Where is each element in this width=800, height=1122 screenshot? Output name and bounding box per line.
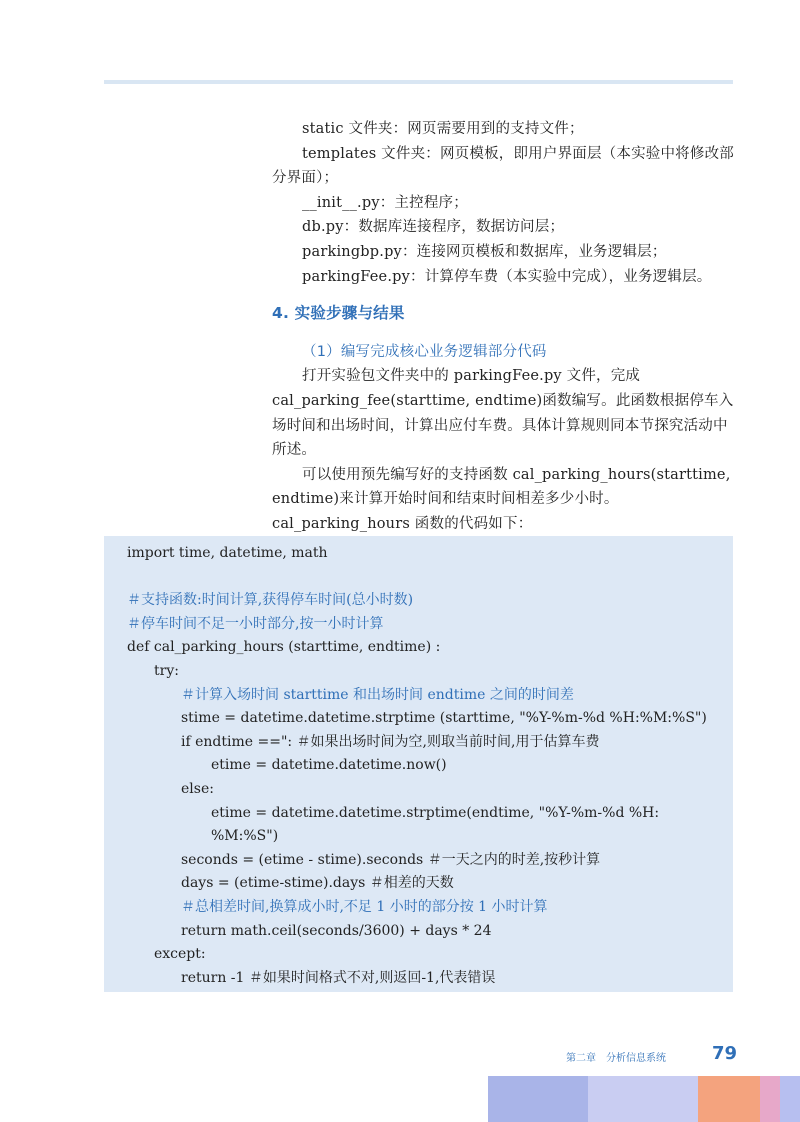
- code-line: days = (etime-stime).days ＃相差的天数: [181, 875, 454, 892]
- code-block: [104, 536, 733, 992]
- intro-line: parkingFee.py：计算停车费（本实验中完成），业务逻辑层。: [302, 268, 712, 285]
- code-line: return -1 ＃如果时间格式不对,则返回-1,代表错误: [181, 969, 496, 986]
- color-bar: [698, 1076, 760, 1122]
- body-text: [272, 117, 734, 537]
- code-line: import time, datetime, math: [127, 545, 328, 561]
- code-line: except:: [154, 946, 206, 963]
- code-line: ＃计算入场时间 starttime 和出场时间 endtime 之间的时间差: [181, 686, 574, 703]
- intro-line: templates 文件夹：网页模板，即用户界面层（本实验中将修改部分界面）；: [272, 145, 734, 187]
- code-line: stime = datetime.datetime.strptime (starttime, "%Y-%m-%d %H:%M:%S"): [181, 710, 707, 727]
- paragraph: 可以使用预先编写好的支持函数 cal_parking_hours(starttime, endtime)来计算开始时间和结束时间相差多少小时。cal_parking_hours 函数的代码如下：: [272, 466, 731, 532]
- color-bar: [488, 1076, 588, 1122]
- code-line: ＃总相差时间,换算成小时,不足 1 小时的部分按 1 小时计算: [181, 898, 548, 915]
- color-bar: [588, 1076, 698, 1122]
- code-line: etime = datetime.datetime.now(): [211, 757, 447, 774]
- paragraph: 打开实验包文件夹中的 parkingFee.py 文件，完成 cal_parking_fee(starttime, endtime)函数编写。此函数根据停车入场时间和出场时间，计算出应付车费。具体计算规则同本节探究活动中所述。: [272, 368, 734, 459]
- intro-line: static 文件夹：网页需要用到的支持文件；: [302, 121, 584, 137]
- page-number: 79: [712, 1043, 738, 1064]
- code-line: [127, 566, 733, 590]
- color-bar: [780, 1076, 800, 1122]
- subsection-heading: （1）编写完成核心业务逻辑部分代码: [302, 343, 547, 360]
- top-rule: [104, 80, 733, 84]
- code-line: if endtime ==": ＃如果出场时间为空,则取当前时间,用于估算车费: [181, 733, 600, 750]
- code-line: else:: [181, 780, 214, 797]
- code-line: %M:%S"): [211, 828, 279, 845]
- intro-line: __init__.py：主控程序；: [302, 194, 468, 211]
- code-line: try:: [154, 662, 179, 679]
- decorative-color-bars: [488, 1076, 800, 1122]
- code-line: seconds = (etime - stime).seconds ＃一天之内的时差,按秒计算: [181, 851, 601, 868]
- intro-line: db.py：数据库连接程序，数据访问层；: [302, 219, 565, 236]
- chapter-footer: 第二章 分析信息系统: [566, 1053, 666, 1064]
- code-line: ＃停车时间不足一小时部分,按一小时计算: [127, 615, 384, 632]
- code-line: return math.ceil(seconds/3600) + days * 24: [181, 922, 492, 939]
- color-bar: [760, 1076, 780, 1122]
- code-line: ＃支持函数:时间计算,获得停车时间(总小时数): [127, 592, 414, 609]
- section-heading: 4. 实验步骤与结果: [272, 304, 405, 323]
- intro-line: parkingbp.py：连接网页模板和数据库，业务逻辑层；: [302, 243, 667, 260]
- code-line: etime = datetime.datetime.strptime(endtime, "%Y-%m-%d %H:: [211, 804, 660, 821]
- code-line: def cal_parking_hours (starttime, endtime) :: [127, 639, 441, 656]
